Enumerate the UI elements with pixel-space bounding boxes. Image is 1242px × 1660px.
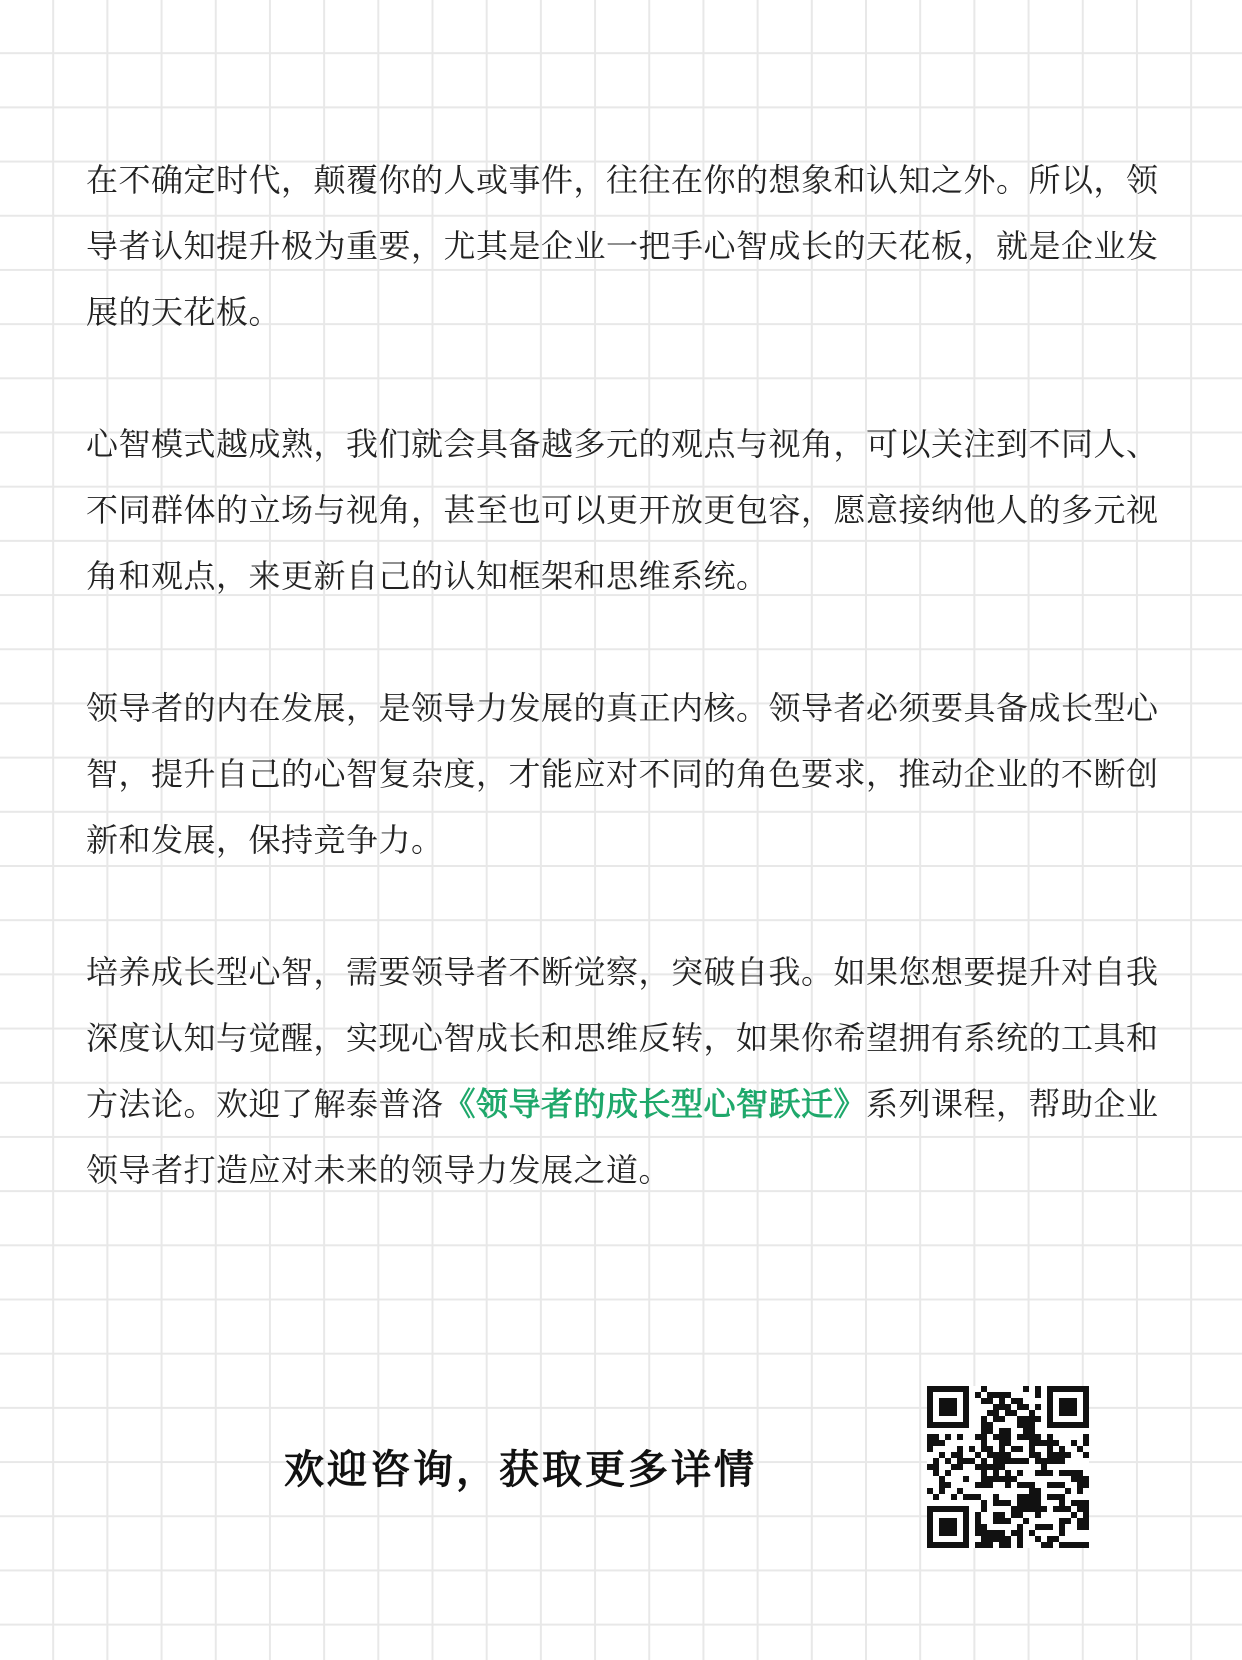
- paragraph-3: 领导者的内在发展，是领导力发展的真正内核。领导者必须要具备成长型心智，提升自己的心智复杂度，才能应对不同的角色要求，推动企业的不断创新和发展，保持竞争力。: [86, 689, 1159, 859]
- paragraph-1: 在不确定时代，颠覆你的人或事件，往往在你的想象和认知之外。所以，领导者认知提升极为重要，尤其是企业一把手心智成长的天花板，就是企业发展的天花板。: [86, 161, 1159, 331]
- course-title-highlight: 《领导者的成长型心智跃迁》: [443, 1085, 867, 1123]
- consult-cta-text: 欢迎咨询，获取更多详情: [284, 1447, 757, 1493]
- paragraph-2: 心智模式越成熟，我们就会具备越多元的观点与视角，可以关注到不同人、不同群体的立场与视角，甚至也可以更开放更包容，愿意接纳他人的多元视角和观点，来更新自己的认知框架和思维系统。: [86, 425, 1159, 595]
- qr-code-icon: [927, 1386, 1089, 1548]
- paragraph-4: [86, 939, 1166, 1203]
- article-body: [86, 147, 1166, 1269]
- paragraph-4-before: 培养成长型心智，需要领导者不断觉察，突破自我。如果您想要提升对自我深度认知与觉醒，实现心智成长和思维反转，如果你希望拥有系统的工具和方法论。欢迎了解泰普洛: [86, 953, 1159, 1123]
- paragraph-4-after: 系列课程，帮助企业领导者打造应对未来的领导力发展之道。: [86, 1085, 1159, 1189]
